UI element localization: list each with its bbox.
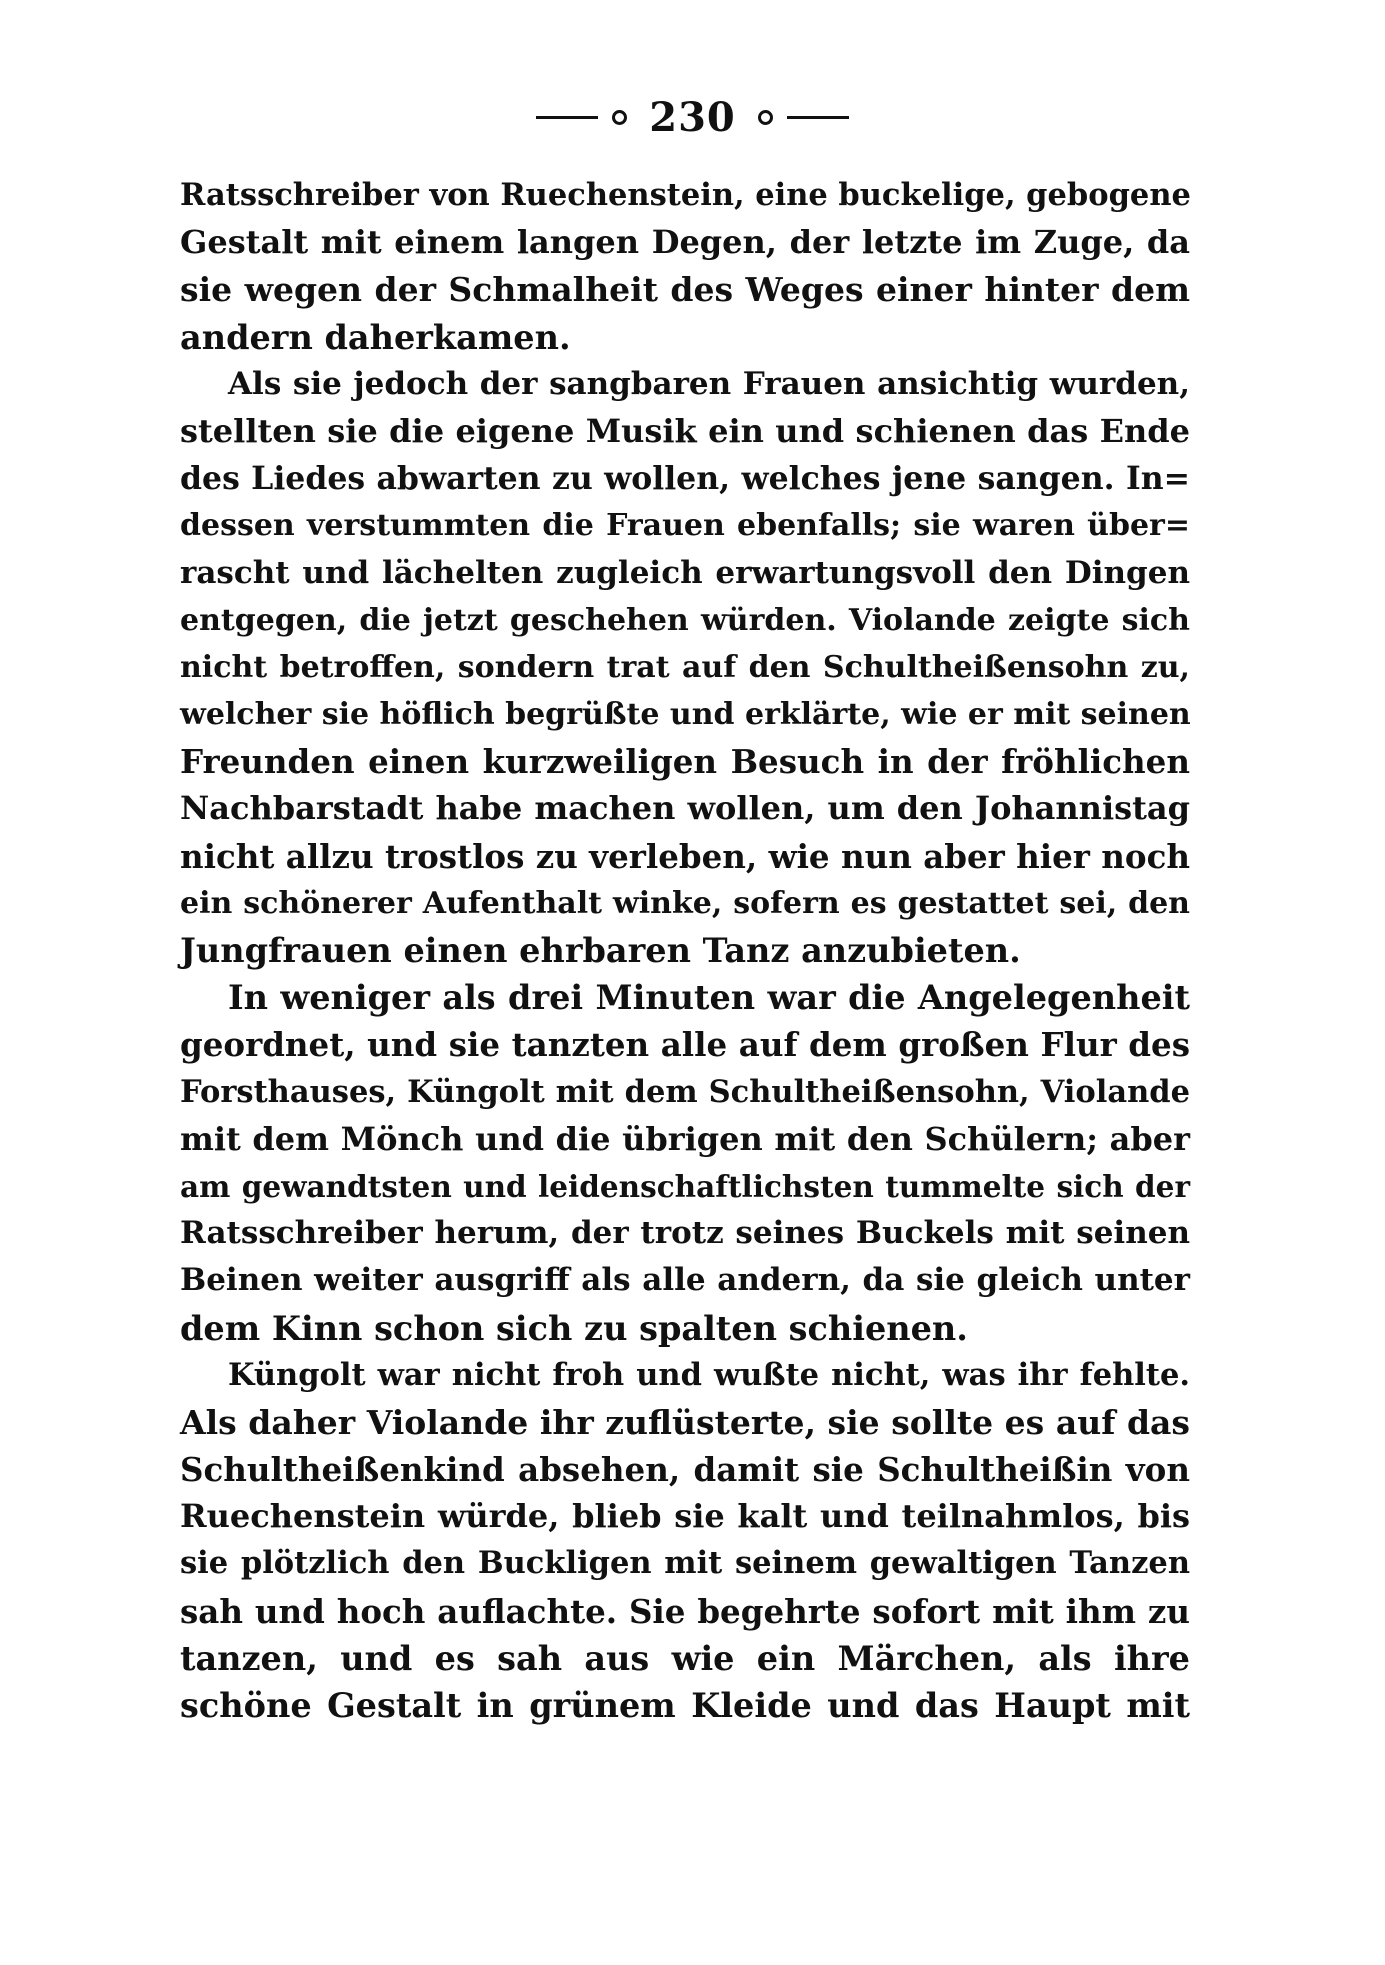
text-line: Als daher Violande ihr zuflüsterte, sie sollte es auf das [180,1402,1190,1442]
header-ornament-left-icon [612,110,627,125]
text-line: Ruechenstein würde, blieb sie kalt und teilnahmlos, bis [180,1497,1190,1536]
text-line: nicht betroffen, sondern trat auf den Schultheißensohn zu, [180,649,1190,685]
text-line: Als sie jedoch der sangbaren Frauen ansichtig wurden, [228,365,1190,402]
text-line: Freunden einen kurzweiligen Besuch in der fröhlichen [180,742,1190,782]
text-line: am gewandtsten und leidenschaftlichsten tummelte sich der [180,1168,1190,1204]
text-line: sie plötzlich den Buckligen mit seinem gewaltigen Tanzen [180,1545,1190,1582]
text-line: Ratsschreiber von Ruechenstein, eine buckelige, gebogene [180,177,1191,213]
text-line: Beinen weiter ausgriff als alle andern, da sie gleich unter [180,1262,1190,1299]
text-line: nicht allzu trostlos zu verleben, wie nun aber hier noch [180,836,1190,876]
header-rule-right [787,116,849,119]
header-rule-left [536,116,598,119]
text-line: Forsthauses, Küngolt mit dem Schultheißensohn, Violande [180,1073,1190,1110]
text-line: sah und hoch auflachte. Sie begehrte sofort mit ihm zu [180,1591,1190,1631]
text-line: andern daherkamen. [180,317,571,357]
text-line: schöne Gestalt in grünem Kleide und das Haupt mit [180,1686,1190,1725]
text-line: Schultheißenkind absehen, damit sie Schultheißin von [180,1450,1190,1490]
text-line: sie wegen der Schmalheit des Weges einer hinter dem [180,270,1190,310]
text-line: Ratsschreiber herum, der trotz seines Buckels mit seinen [180,1215,1190,1252]
text-line: ein schönerer Aufenthalt winke, sofern es gestattet sei, den [180,885,1190,921]
page-number: 230 [649,93,736,141]
text-line: Jungfrauen einen ehrbaren Tanz anzubieten. [180,931,1021,970]
text-line: In weniger als drei Minuten war die Angelegenheit [228,978,1190,1018]
text-line: rascht und lächelten zugleich erwartungsvoll den Dingen [180,554,1190,591]
body-text [180,172,1190,1729]
text-line: Küngolt war nicht froh und wußte nicht, was ihr fehlte. [228,1356,1190,1393]
header-ornament-right-icon [758,110,773,125]
text-line: mit dem Mönch und die übrigen mit den Schülern; aber [180,1119,1190,1158]
text-line: tanzen, und es sah aus wie ein Märchen, als ihre [180,1638,1190,1678]
text-line: Gestalt mit einem langen Degen, der letzte im Zuge, da [180,223,1190,262]
text-line: dem Kinn schon sich zu spalten schienen. [180,1308,968,1348]
page-header [0,92,1385,142]
text-line: Nachbarstadt habe machen wollen, um den Johannistag [180,789,1190,828]
text-line: welcher sie höflich begrüßte und erklärte, wie er mit seinen [180,697,1191,733]
text-line: stellten sie die eigene Musik ein und schienen das Ende [180,411,1190,450]
text-line: des Liedes abwarten zu wollen, welches jene sangen. In= [180,460,1190,498]
text-line: entgegen, die jetzt geschehen würden. Violande zeigte sich [180,602,1190,638]
text-line: geordnet, und sie tanzten alle auf dem großen Flur des [180,1025,1190,1065]
text-line: dessen verstummten die Frauen ebenfalls; sie waren über= [180,508,1190,544]
